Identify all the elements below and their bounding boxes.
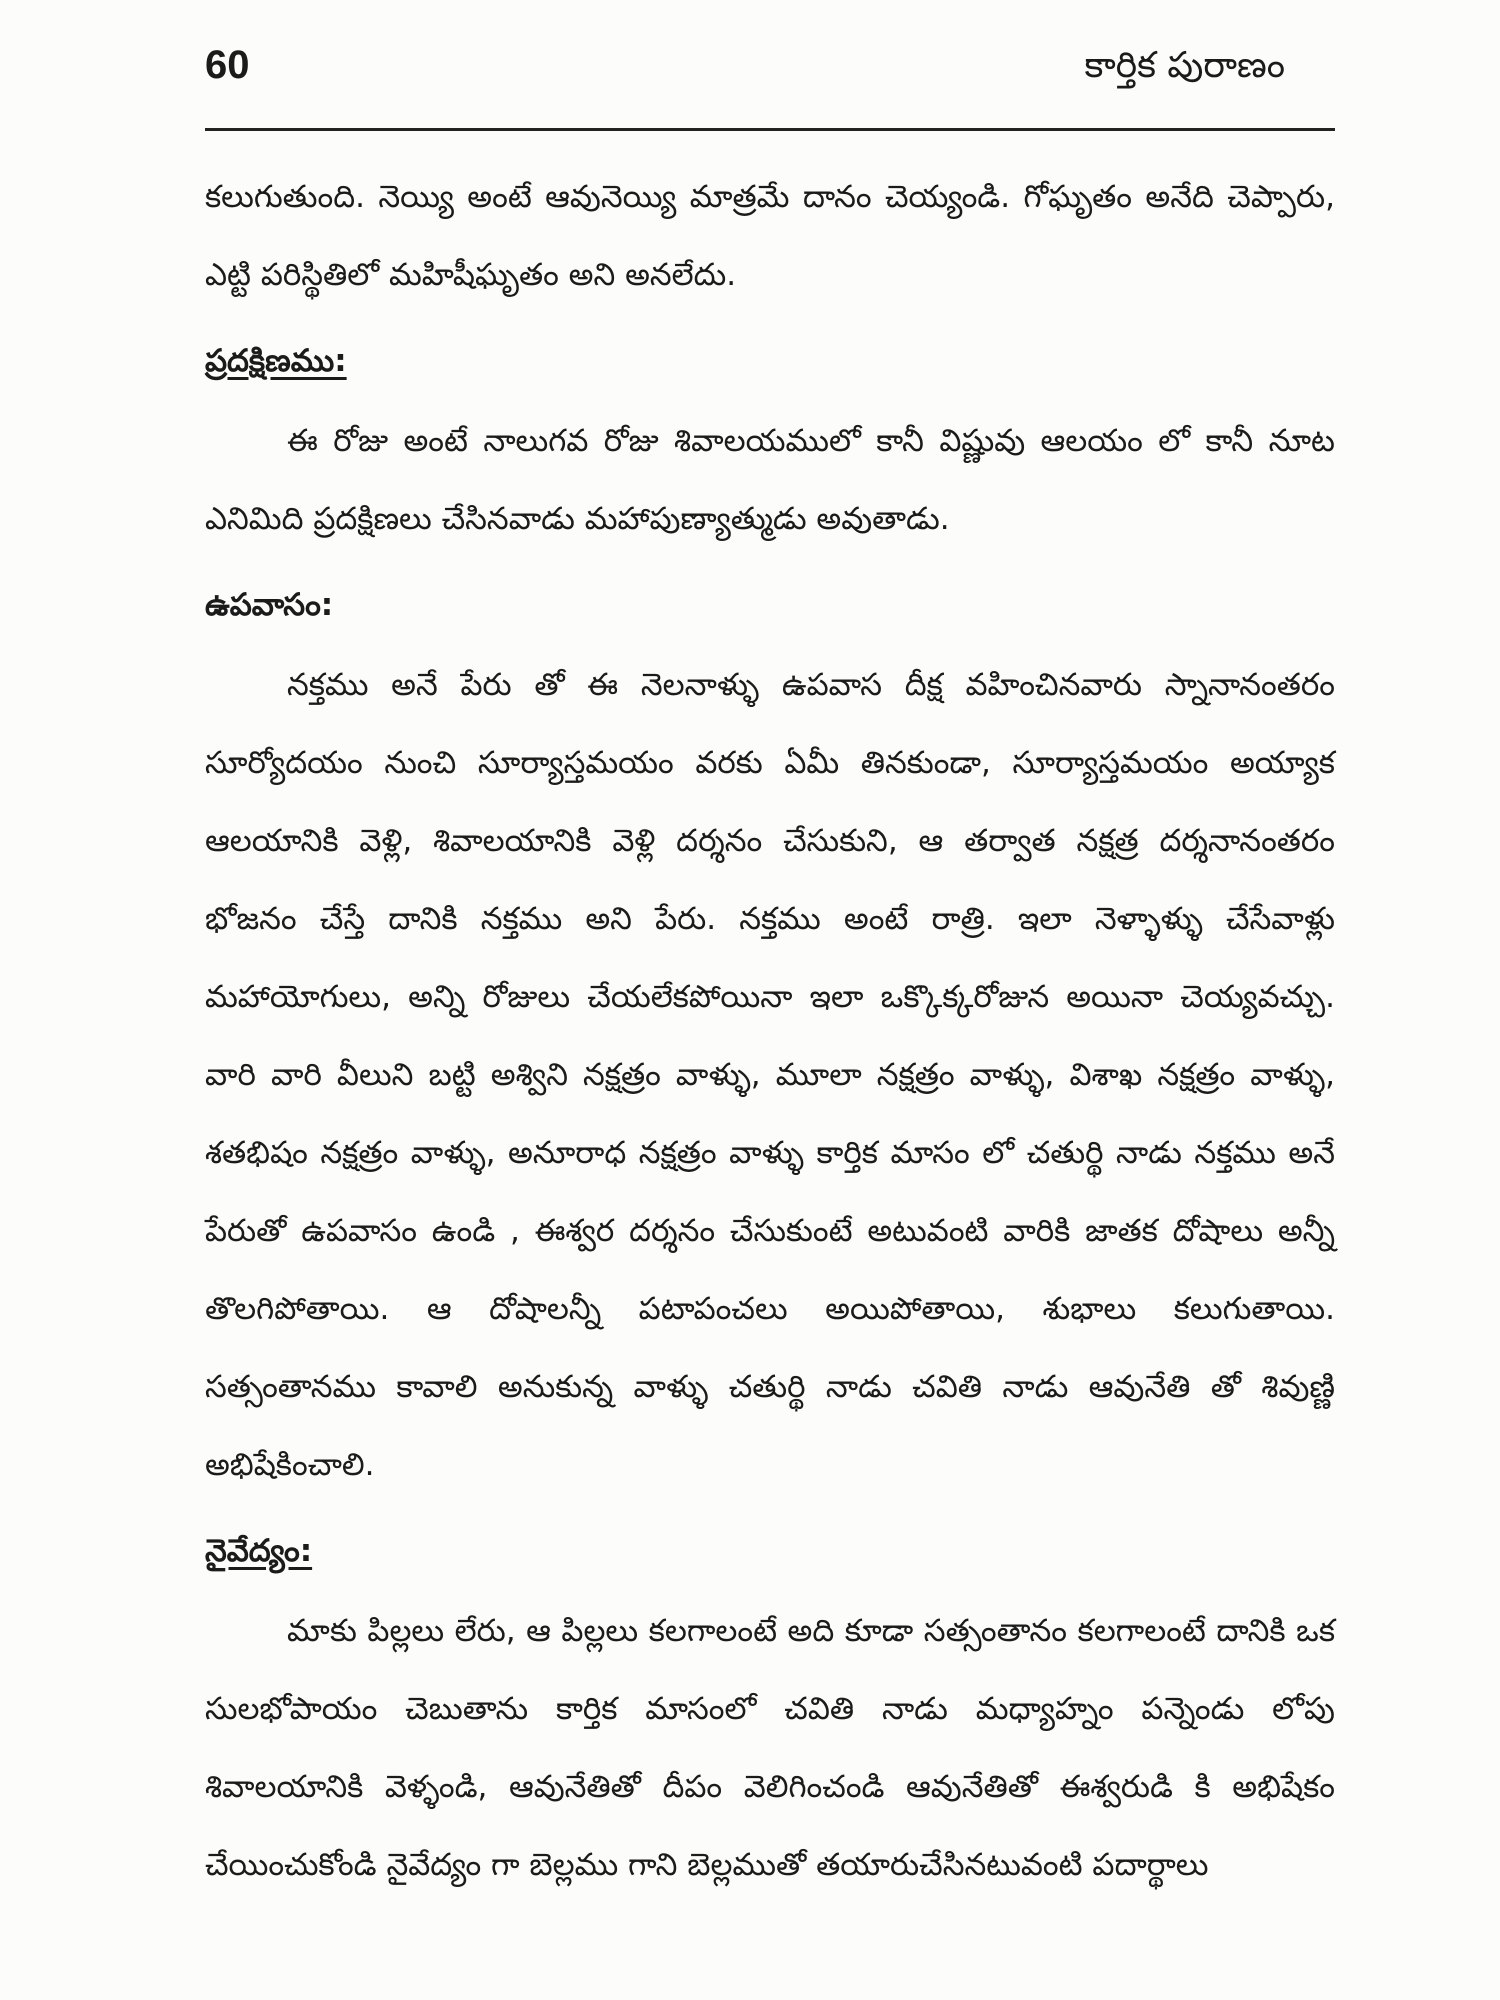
running-title: కార్తిక పురాణం (1084, 45, 1285, 86)
intro-paragraph: కలుగుతుంది. నెయ్యి అంటే ఆవునెయ్యి మాత్రమే దానం చెయ్యండి. గోఘృతం అనేది చెప్పారు, ఎట్టి పరిస్థితిలో మహిషీఘృతం అని అనలేదు. (205, 179, 1335, 293)
page-header (205, 38, 1345, 93)
page-body (205, 158, 1335, 1904)
book-page (205, 38, 1345, 1978)
pradakshinamu-paragraph: ఈ రోజు అంటే నాలుగవ రోజు శివాలయములో కానీ విష్ణువు ఆలయం లో కానీ నూట ఎనిమిది ప్రదక్షిణలు చేసినవాడు మహాపుణ్యాత్ముడు అవుతాడు. (205, 423, 1335, 537)
page-number: 60 (205, 43, 250, 87)
section-heading-pradakshinamu: ప్రదక్షిణము: (205, 343, 347, 379)
upavasam-paragraph: నక్తము అనే పేరు తో ఈ నెలనాళ్ళు ఉపవాస దీక్ష వహించినవారు స్నానానంతరం సూర్యోదయం నుంచి సూర్యాస్తమయం వరకు ఏమీ తినకుండా, సూర్యాస్తమయం అయ్యాక ఆలయానికి వెళ్లి, శివాలయానికి వెళ్లి దర్శనం చేసుకుని, ఆ తర్వాత నక్షత్ర దర్శనానంతరం భోజనం చేస్తే దానికి నక్తము అని పేరు. నక్తము అంటే రాత్రి. ఇలా నెళ్ళాళ్ళు చేసేవాళ్లు మహాయోగులు, అన్ని రోజులు చేయలేకపోయినా ఇలా ఒక్కొక్కరోజున అయినా చెయ్యవచ్చు. వారి వారి వీలుని బట్టి అశ్విని నక్షత్రం వాళ్ళు, మూలా నక్షత్రం వాళ్ళు, విశాఖ నక్షత్రం వాళ్ళు, శతభిషం నక్షత్రం వాళ్ళు, అనూరాధ నక్షత్రం వాళ్ళు కార్తిక మాసం లో చతుర్థి నాడు నక్తము అనే పేరుతో ఉపవాసం ఉండి , ఈశ్వర దర్శనం చేసుకుంటే అటువంటి వారికి జాతక దోషాలు అన్నీ తొలగిపోతాయి. ఆ దోషాలన్నీ పటాపంచలు అయిపోతాయి, శుభాలు కలుగుతాయి. సత్సంతానము కావాలి అనుకున్న వాళ్ళు చతుర్థి నాడు చవితి నాడు ఆవునేతి తో శివుణ్ణి అభిషేకించాలి. (205, 667, 1335, 1483)
header-rule (205, 128, 1335, 131)
section-heading-naivedyam: నైవేద్యం: (205, 1533, 313, 1569)
naivedyam-paragraph: మాకు పిల్లలు లేరు, ఆ పిల్లలు కలగాలంటే అది కూడా సత్సంతానం కలగాలంటే దానికి ఒక సులభోపాయం చెబుతాను కార్తిక మాసంలో చవితి నాడు మధ్యాహ్నం పన్నెండు లోపు శివాలయానికి వెళ్ళండి, ఆవునేతితో దీపం వెలిగించండి ఆవునేతితో ఈశ్వరుడి కి అభిషేకం చేయించుకోండి నైవేద్యం గా బెల్లము గాని బెల్లముతో తయారుచేసినటువంటి పదార్థాలు (205, 1613, 1335, 1883)
section-heading-upavasam: ఉపవాసం: (205, 587, 334, 623)
